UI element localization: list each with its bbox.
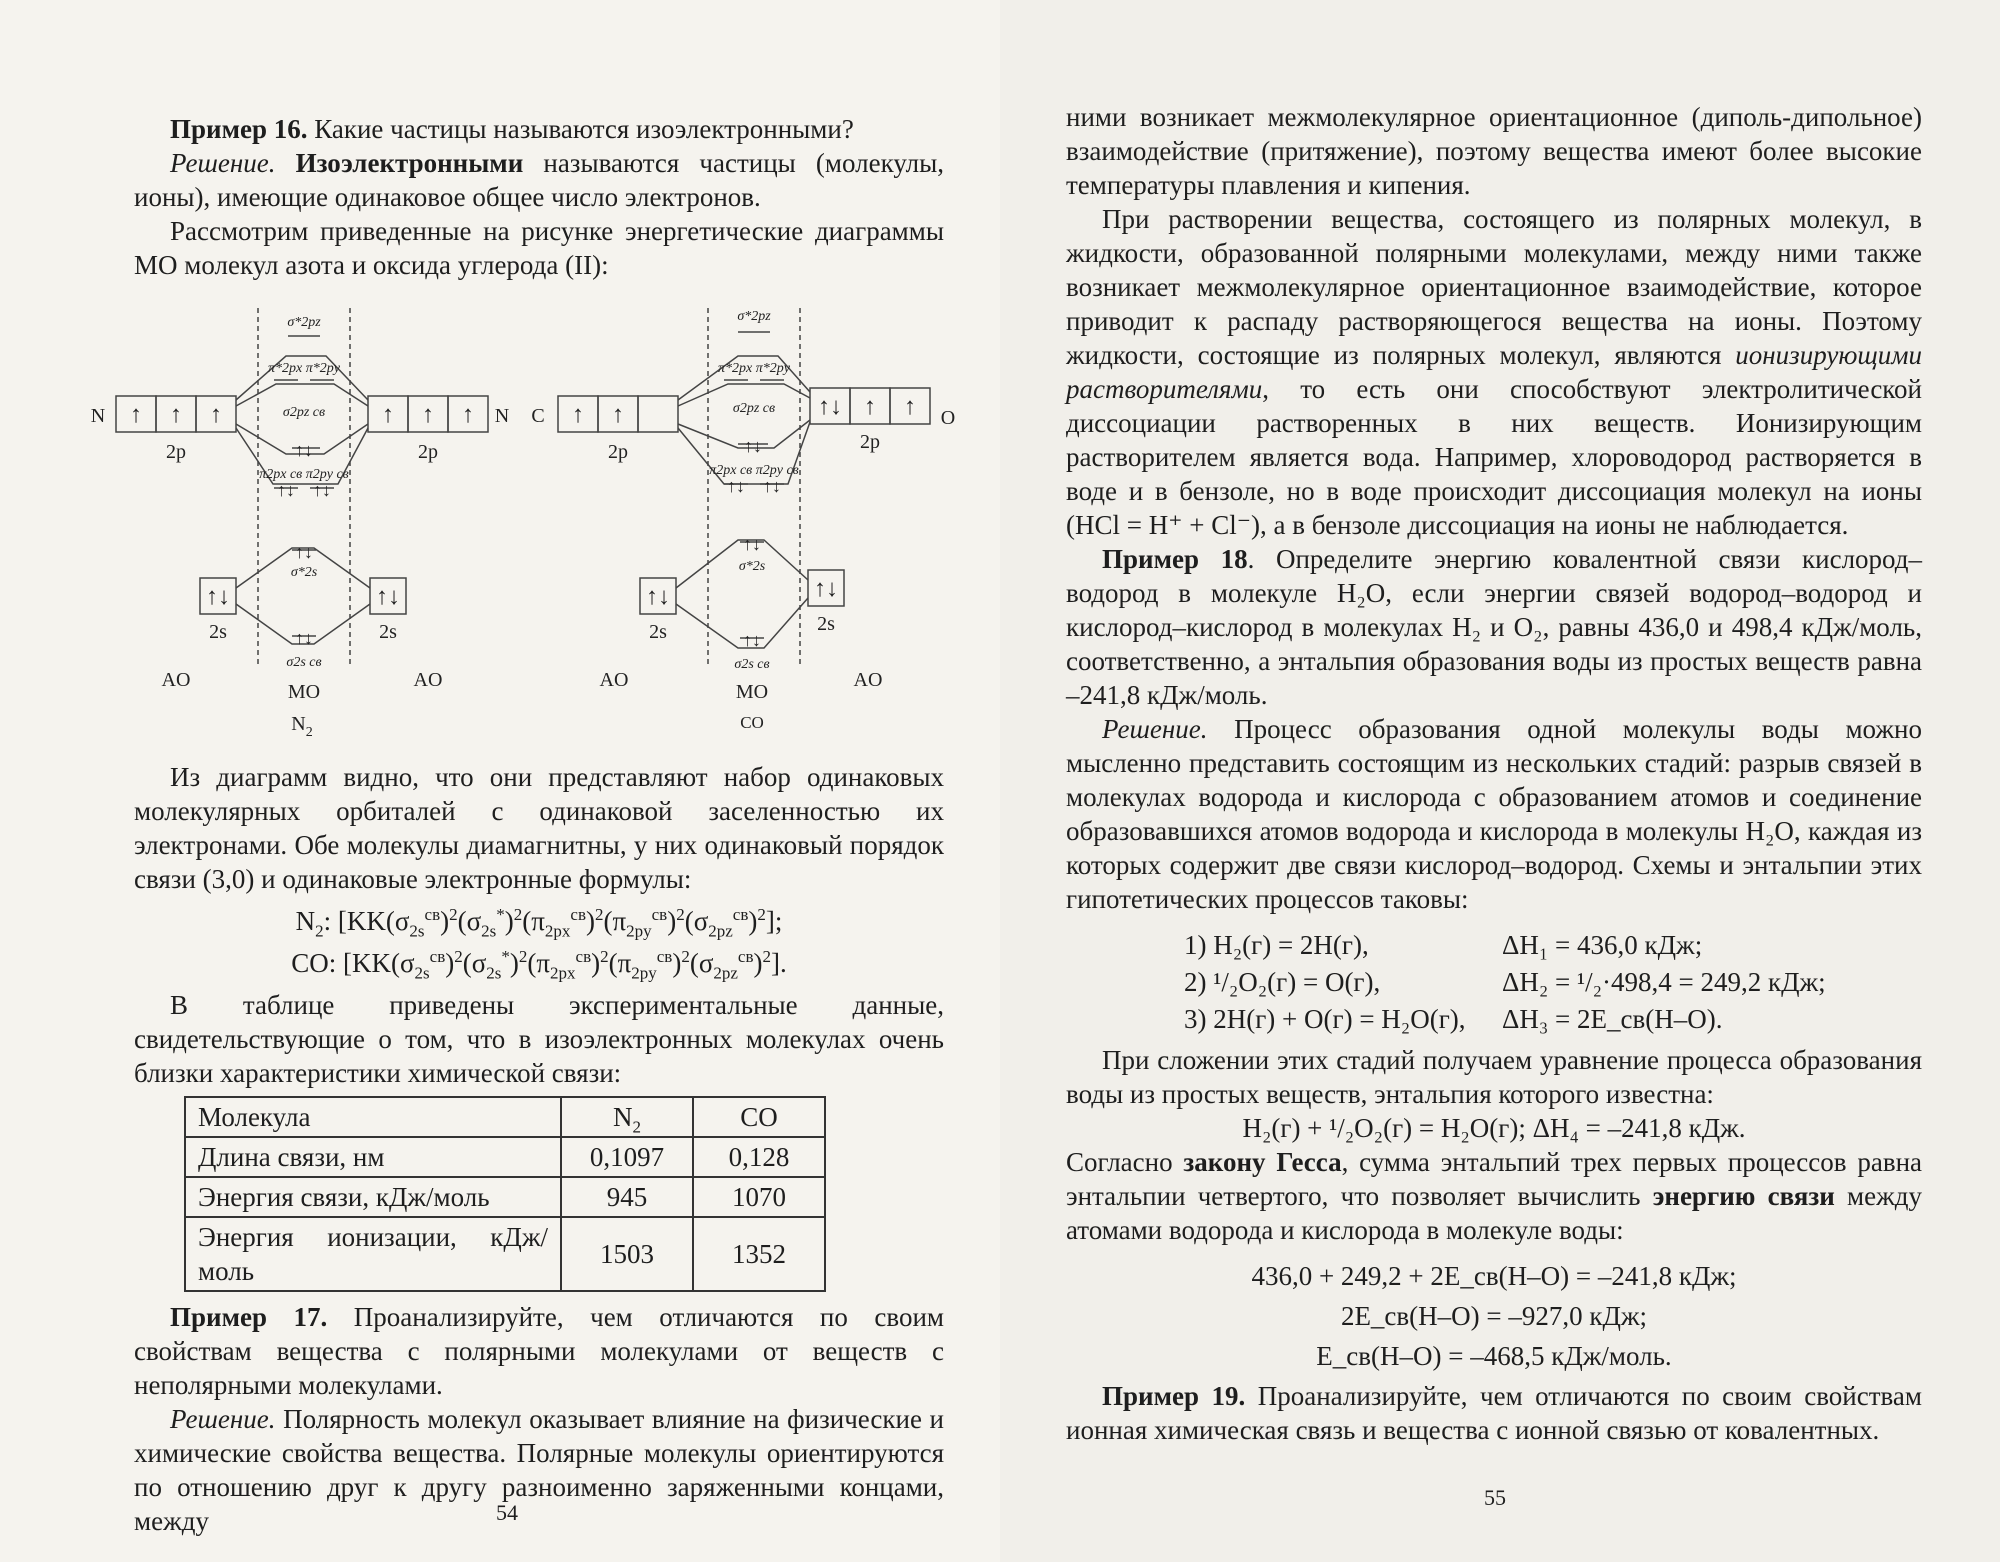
sublevel-label: 2p xyxy=(166,441,186,463)
formula-n2: $N_2$: $[KK(\sigma_{2s}^{cв})^2(\sigma_{2s}^*)^2(\pi_{2px}^{cв})^2(\pi_{2py}^{cв})^2(\sigma_{2pz}^{cв})^2]$; xyxy=(295,905,783,941)
electron-arrow: ↑ xyxy=(904,394,916,420)
step-row xyxy=(1066,928,1922,965)
mo-label: σ*2s xyxy=(290,565,318,580)
mo-electron-pair: ↑↓ xyxy=(313,480,331,500)
connector xyxy=(676,598,808,648)
electron-pair: ↑↓ xyxy=(814,576,838,602)
mo-electron-pair: ↑↓ xyxy=(295,628,313,648)
mo-label: σ*2pz xyxy=(737,309,771,324)
page-number: 55 xyxy=(1484,1485,1506,1510)
mo-label: π*2px π*2py xyxy=(718,361,790,376)
sublevel-label: 2s xyxy=(649,621,667,643)
right-text-column xyxy=(1066,100,1922,1447)
process-steps xyxy=(1066,928,1922,1039)
step-equation: 2) ¹/₂O₂(г) = O(г), xyxy=(1184,967,1381,997)
mo-energy-diagram xyxy=(88,288,968,748)
connector xyxy=(236,384,368,406)
mo-electron-pair: ↑↓ xyxy=(295,440,313,460)
table-row xyxy=(185,1137,825,1177)
page-number: 54 xyxy=(496,1500,518,1525)
table-cell: 1503 xyxy=(561,1217,693,1291)
example-16-solution: Решение. Изоэлектронными называются частицы (молекулы, ионы), имеющие одинаковое общее число электронов. xyxy=(134,148,944,212)
table-header-row xyxy=(185,1097,825,1137)
table-cell: 0,128 xyxy=(693,1137,825,1177)
mo-label: σ2s cв xyxy=(734,657,770,672)
mo-label: σ2pz cв xyxy=(732,401,776,416)
mo-label: σ*2s xyxy=(738,559,766,574)
electron-arrow: ↑ xyxy=(864,394,876,420)
table-cell: 1352 xyxy=(693,1217,825,1291)
electron-pair: ↑↓ xyxy=(646,584,670,610)
table-row xyxy=(185,1177,825,1217)
sublevel-label: 2s xyxy=(209,621,227,643)
calc-equation: E_cв(H–O) = –468,5 кДж/моль. xyxy=(1316,1341,1672,1371)
mo-label: σ2pz cв xyxy=(282,405,326,420)
calc-equation: 2E_cв(H–O) = –927,0 кДж; xyxy=(1340,1301,1648,1331)
electron-arrow: ↑ xyxy=(462,402,474,428)
step-row xyxy=(1066,1002,1922,1039)
mo-label: σ*2pz xyxy=(287,315,321,330)
electron-arrow: ↑ xyxy=(210,402,222,428)
step-enthalpy: ΔH₁ = 436,0 кДж; xyxy=(1502,930,1703,960)
example-17-question: Пример 17. Проанализируйте, чем отличаются по своим свойствам вещества с полярными молекулами от веществ с неполярными молекулами. xyxy=(134,1302,944,1400)
table-cell: Энергия связи, кДж/моль xyxy=(185,1177,561,1217)
electron-pair: ↑↓ xyxy=(376,584,400,610)
step-equation: 1) H₂(г) = 2H(г), xyxy=(1184,930,1369,960)
mo-diagram-svg xyxy=(88,288,968,748)
example-16-question: Пример 16. Какие частицы называются изоэлектронными? xyxy=(170,114,854,144)
right-page xyxy=(1000,0,2000,1562)
electron-arrow: ↑ xyxy=(130,402,142,428)
mo-label: π2px cв π2py cв xyxy=(709,463,799,478)
mo-electron-pair: ↑↓ xyxy=(763,476,781,496)
step-enthalpy: ΔH₂ = ¹/₂·498,4 = 249,2 кДж; xyxy=(1502,967,1826,997)
ao-label: AO xyxy=(599,669,629,691)
total-equation: H₂(г) + ¹/₂O₂(г) = H₂O(г); ΔH₄ = –241,8 кДж. xyxy=(1242,1113,1746,1143)
sublevel-label: 2s xyxy=(817,613,835,635)
table-intro: В таблице приведены экспериментальные данные, свидетельствующие о том, что в изоэлектронных молекулах очень близки характеристики химической связи: xyxy=(134,990,944,1088)
table-header-cell: $N_2$ xyxy=(561,1097,693,1137)
electron-arrow: ↑ xyxy=(382,402,394,428)
step-row xyxy=(1066,965,1922,1002)
step-enthalpy: ΔH₃ = 2E_cв(H–O). xyxy=(1502,1004,1723,1034)
electron-arrow: ↑ xyxy=(612,402,624,428)
calc-equation: 436,0 + 249,2 + 2E_cв(H–O) = –241,8 кДж; xyxy=(1251,1261,1737,1291)
electron-pair: ↑↓ xyxy=(206,584,230,610)
atom-label: N xyxy=(494,405,510,427)
mo-title: MO xyxy=(735,681,769,703)
polar-solvents-paragraph: При растворении вещества, состоящего из полярных молекул, в жидкости, образованной полярными молекулами, между ними также возникает межмолекулярное ориентационное взаимодействие, которое приводит к распаду растворяющегося вещества на ионы. Поэтому жидкости, состоящие из полярных молекул, являются ионизирующими растворителями, то есть они способствуют электролитической диссоциации растворенных в них веществ. Ионизирующим растворителем является вода. Например, хлороводород растворяется в воде и в бензоле, но в воде происходит диссоциация молекул на ионы (HCl = H⁺ + Cl⁻), а в бензоле диссоциация на ионы не наблюдается. xyxy=(1066,204,1922,540)
mo-electron-pair: ↑↓ xyxy=(277,480,295,500)
bond-data-table xyxy=(184,1096,826,1292)
electron-arrow: ↑ xyxy=(422,402,434,428)
table-cell: 0,1097 xyxy=(561,1137,693,1177)
ao-label: AO xyxy=(161,669,191,691)
atom-label: O xyxy=(940,407,956,429)
step-equation: 3) 2H(г) + O(г) = H₂O(г), xyxy=(1184,1004,1466,1034)
electron-arrow: ↑ xyxy=(572,402,584,428)
atom-label: C xyxy=(531,405,545,427)
example-16-conclusion: Из диаграмм видно, что они представляют набор одинаковых молекулярных орбиталей с одинаковой заселенностью их электронами. Обе молекулы диамагнитны, у них одинаковый порядок связи (3,0) и одинаковые электронные формулы: xyxy=(134,762,944,894)
table-header-cell: CO xyxy=(693,1097,825,1137)
example-17-solution: Решение. Полярность молекул оказывает влияние на физические и химические свойства вещества. Полярные молекулы ориентируются по отношению друг к другу разноименно заряженными концами, между xyxy=(134,1404,944,1536)
table-cell: Длина связи, нм xyxy=(185,1137,561,1177)
mo-electron-pair: ↑↓ xyxy=(727,476,745,496)
table-header-cell: Молекула xyxy=(185,1097,561,1137)
orbital-box xyxy=(638,396,678,432)
example-18-question: Пример 18. Определите энергию ковалентной связи кислород–водород в молекуле H₂O, если энергии связей водород–водород и кислород–кислород в молекулах H₂ и O₂, равны 436,0 и 498,4 кДж/моль, соответственно, а энтальпия образования воды из простых веществ равна –241,8 кДж/моль. xyxy=(1066,544,1923,710)
continued-paragraph: ними возникает межмолекулярное ориентационное (диполь-дипольное) взаимодействие (притяжение), поэтому вещества имеют более высокие температуры плавления и кипения. xyxy=(1066,102,1922,200)
mo-electron-pair: ↑↓ xyxy=(744,436,762,456)
table-cell: 1070 xyxy=(693,1177,825,1217)
sublevel-label: 2p xyxy=(608,441,628,463)
electron-arrow: ↑ xyxy=(170,402,182,428)
sublevel-label: 2p xyxy=(860,431,880,453)
mo-electron-pair: ↑↓ xyxy=(743,534,761,554)
table-cell: 945 xyxy=(561,1177,693,1217)
hess-law-paragraph: Согласно закону Гесса, сумма энтальпий трех первых процессов равна энтальпии четвертого, что позволяет вычислить энергию связи между атомами водорода и кислорода в молекуле воды: xyxy=(1066,1147,1922,1245)
ao-label: AO xyxy=(853,669,883,691)
electron-pair: ↑↓ xyxy=(818,394,842,420)
sum-paragraph: При сложении этих стадий получаем уравнение процесса образования воды из простых веществ, энтальпия которого известна: xyxy=(1066,1045,1922,1109)
mo-label: σ2s cв xyxy=(286,655,322,670)
table-row xyxy=(185,1217,825,1291)
mo-label: π2px cв π2py cв xyxy=(259,467,349,482)
example-19-question: Пример 19. Проанализируйте, чем отличаются по своим свойствам ионная химическая связь и вещества с ионной связью от ковалентных. xyxy=(1066,1381,1922,1445)
example-18-solution: Решение. Процесс образования одной молекулы воды можно мысленно представить состоящим из нескольких стадий: разрыв связей в молекулах водорода и кислорода с образованием атомов и соединение образовавшихся атомов водорода и кислорода в молекулы H₂O, каждая из которых содержит две связи кислород–водород. Схемы и энтальпии этих гипотетических процессов таковы: xyxy=(1066,714,1922,914)
table-cell: Энергия ионизации, кДж/моль xyxy=(185,1217,561,1291)
molecule-label: $N_2$ xyxy=(291,713,313,740)
atom-label: N xyxy=(90,405,106,427)
example-16-intro-diagram: Рассмотрим приведенные на рисунке энергетические диаграммы МО молекул азота и оксида углерода (II): xyxy=(134,216,944,280)
mo-label: π*2px π*2py xyxy=(268,361,340,376)
molecule-label: CO xyxy=(740,713,764,732)
sublevel-label: 2p xyxy=(418,441,438,463)
mo-electron-pair: ↑↓ xyxy=(743,630,761,650)
sublevel-label: 2s xyxy=(379,621,397,643)
formula-co: CO: $[KK(\sigma_{2s}^{cв})^2(\sigma_{2s}^*)^2(\pi_{2px}^{cв})^2(\pi_{2py}^{cв})^2(\sigma_{2pz}^{cв})^2]$. xyxy=(291,947,787,983)
ao-label: AO xyxy=(413,669,443,691)
mo-electron-pair: ↑↓ xyxy=(295,542,313,562)
example-16-title: Пример 16. xyxy=(170,114,308,144)
mo-title: MO xyxy=(287,681,321,703)
